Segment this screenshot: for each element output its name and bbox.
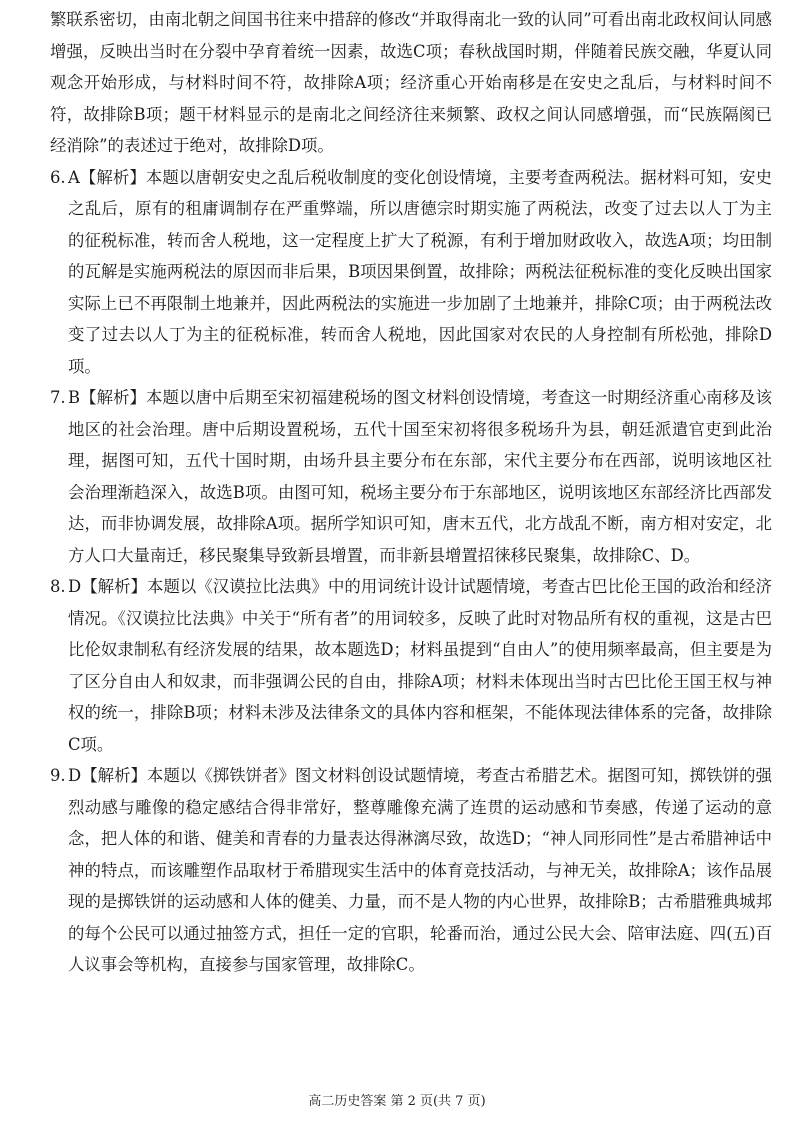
answer-number: 8. [50, 577, 66, 596]
answer-number: 6. [50, 167, 66, 187]
answer-choice: D [68, 766, 82, 785]
answer-item-6 [50, 162, 772, 383]
answer-item-8 [50, 571, 772, 760]
answer-body: 【解析】本题以《掷铁饼者》图文材料创设试题情境，考查古希腊艺术。据图可知，掷铁饼的强烈动感与雕像的稳定感结合得非常好，整尊雕像充满了连贯的运动感和节奏感，传递了运动的意念，把人体的和谐、健美和青春的力量表达得淋漓尽致，故选D；“神人同形同性”是古希腊神话中神的特点，而该雕塑作品取材于希腊现实生活中的体育竞技活动，与神无关，故排除A；该作品展现的是掷铁饼的运动感和人体的健美、力量，而不是人物的内心世界，故排除B；古希腊雅典城邦的每个公民可以通过抽签方式，担任一定的官职，轮番而治，通过公民大会、陪审法庭、四(五)百人议事会等机构，直接参与国家管理，故排除C。 [68, 766, 772, 974]
answer-body: 【解析】本题以《汉谟拉比法典》中的用词统计设计试题情境，考查古巴比伦王国的政治和经济情况。《汉谟拉比法典》中关于“所有者”的用词较多，反映了此时对物品所有权的重视，这是古巴比伦奴隶制私有经济发展的结果，故本题选D；材料虽提到“自由人”的使用频率最高，但主要是为了区分自由人和奴隶，而非强调公民的自由，排除A项；材料未体现出当时古巴比伦王国王权与神权的统一，排除B项；材料未涉及法律条文的具体内容和框架，不能体现法律体系的完备，故排除C项。 [68, 577, 772, 754]
page-footer: 高二历史答案 第 2 页(共 7 页) [308, 1094, 486, 1109]
answer-number: 7. [50, 388, 66, 407]
answer-item-7 [50, 382, 772, 571]
answer-item-9 [50, 760, 772, 981]
continuation-paragraph: 繁联系密切，由南北朝之间国书往来中措辞的修改“并取得南北一致的认同”可看出南北政权间认同感增强，反映出当时在分裂中孕育着统一因素，故选C项；春秋战国时期，伴随着民族交融，华夏认同观念开始形成，与材料时间不符，故排除A项；经济重心开始南移是在安史之乱后，与材料时间不符，故排除B项；题干材料显示的是南北之间经济往来频繁、政权之间认同感增强，而“民族隔阂已经消除”的表述过于绝对，故排除D项。 [50, 10, 772, 155]
answer-number: 9. [50, 766, 66, 785]
answer-choice: A [68, 167, 80, 187]
page-content [50, 4, 772, 981]
answer-choice: D [68, 577, 82, 596]
answer-body: 【解析】本题以唐中后期至宋初福建税场的图文材料创设情境，考查这一时期经济重心南移及该地区的社会治理。唐中后期设置税场，五代十国至宋初将很多税场升为县，朝廷派遣官吏到此治理，据图可知，五代十国时期，由场升县主要分布在东部，宋代主要分布在西部，说明该地区社会治理渐趋深入，故选B项。由图可知，税场主要分布于东部地区，说明该地区东部经济比西部发达，而非协调发展，故排除A项。据所学知识可知，唐末五代，北方战乱不断，南方相对安定，北方人口大量南迁，移民聚集导致新县增置，而非新县增置招徕移民聚集，故排除C、D。 [68, 388, 772, 565]
answer-choice: B [68, 388, 81, 407]
answer-body: 【解析】本题以唐朝安史之乱后税收制度的变化创设情境，主要考查两税法。据材料可知，安史之乱后，原有的租庸调制存在严重弊端，所以唐德宗时期实施了两税法，改变了过去以人丁为主的征税标准，转而舍人税地，这一定程度上扩大了税源，有利于增加财政收入，故选A项；均田制的瓦解是实施两税法的原因而非后果，B项因果倒置，故排除；两税法征税标准的变化反映出国家实际上已不再限制土地兼并，因此两税法的实施进一步加剧了土地兼并，排除C项；由于两税法改变了过去以人丁为主的征税标准，转而舍人税地，因此国家对农民的人身控制有所松弛，排除D项。 [68, 167, 772, 376]
